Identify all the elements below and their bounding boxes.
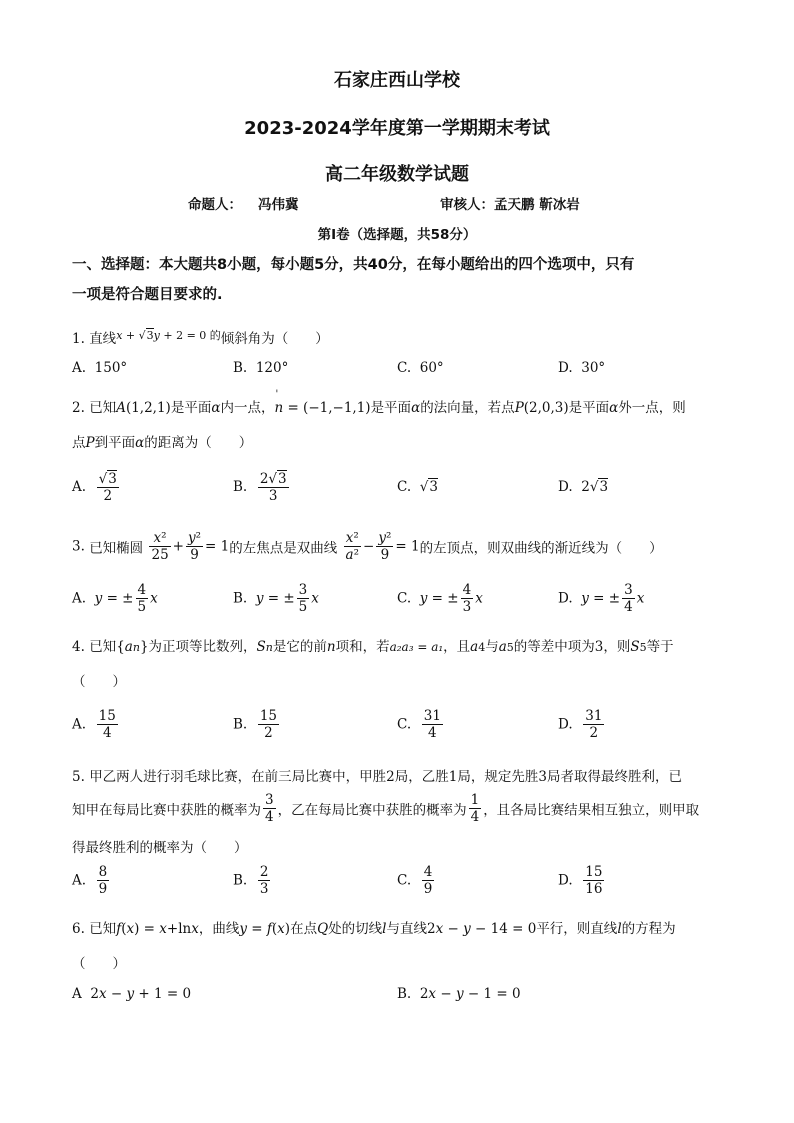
q1-text-post: 倾斜角为（ ） xyxy=(220,331,329,347)
q4-option-b[interactable]: B. $\frac{15}{2}$ xyxy=(233,708,277,741)
q5-option-c[interactable]: C. $\frac{4}{9}$ xyxy=(397,864,433,897)
q5-option-a[interactable]: A. $\frac{8}{9}$ xyxy=(72,864,108,897)
q3-option-d[interactable]: D. y = ± $\frac{3}{4}$ x xyxy=(558,582,645,615)
q6-option-b[interactable]: B. 2x − y − 1 = 0 xyxy=(397,986,521,1002)
author-name: 冯伟冀 xyxy=(258,197,299,213)
subject-title: 高二年级数学试题 xyxy=(325,164,469,185)
q2-point-p: P xyxy=(514,400,524,416)
question-6-line-1: 6. 已知f(x) = x+lnx，曲线y = f(x)在点Q处的切线l与直线2x − y − 14 = 0平行，则直线l的方程为 xyxy=(72,921,676,937)
reviewer-line xyxy=(440,193,580,213)
question-1 xyxy=(72,327,329,347)
q1-option-b[interactable]: B. 120° xyxy=(233,360,289,376)
question-2-line-1: 2. 已知A(1,2,1)是平面α内一点，' n = (−1,−1,1)是平面α的法向量，若点P(2,0,3)是平面α外一点，则 xyxy=(72,396,686,416)
question-5-line-1: 5. 甲乙两人进行羽毛球比赛，在前三局比赛中，甲胜2局，乙胜1局，规定先胜3局者取得最终胜利，已 xyxy=(72,769,682,785)
q2-normal-vector: ' n xyxy=(274,400,283,416)
q4-option-d[interactable]: D. $\frac{31}{2}$ xyxy=(558,708,603,741)
q2-option-d[interactable]: D. 2√3 xyxy=(558,479,609,495)
section-line-2: 一项是符合题目要求的. xyxy=(72,287,223,303)
question-6-line-2: （ ） xyxy=(72,956,126,972)
question-2-line-2: 点P到平面α的距离为（ ） xyxy=(72,435,253,451)
q6-option-a[interactable]: A 2x − y + 1 = 0 xyxy=(72,986,192,1002)
q1-option-d[interactable]: D. 30° xyxy=(558,360,606,376)
q5-option-d[interactable]: D. $\frac{15}{16}$ xyxy=(558,864,603,897)
volume-heading: 第I卷（选择题，共58分） xyxy=(317,227,477,243)
reviewer-label: 审核人： xyxy=(440,197,494,213)
q2-option-a[interactable]: A. $\frac{√3}{2}$ xyxy=(72,471,117,504)
q3-option-c[interactable]: C. y = ± $\frac{4}{3}$ x xyxy=(397,582,483,615)
q2-option-c[interactable]: C. √3 xyxy=(397,479,438,495)
q1-number: 1. xyxy=(72,331,85,347)
q5-option-b[interactable]: B. $\frac{2}{3}$ xyxy=(233,864,269,897)
question-4-line-2: （ ） xyxy=(72,674,126,690)
reviewer-name: 孟天鹏 靳冰岩 xyxy=(494,197,580,213)
q1-line-equation: x + √3y + 2 = 0 的 xyxy=(116,329,221,342)
q3-option-a[interactable]: A. y = ± $\frac{4}{5}$ x xyxy=(72,582,158,615)
q4-option-c[interactable]: C. $\frac{31}{4}$ xyxy=(397,708,441,741)
school-name: 石家庄西山学校 xyxy=(334,70,460,91)
q1-option-a[interactable]: A. 150° xyxy=(72,360,128,376)
q1-option-c[interactable]: C. 60° xyxy=(397,360,444,376)
exam-title: 2023-2024学年度第一学期期末考试 xyxy=(244,118,550,139)
q4-option-a[interactable]: A. $\frac{15}{4}$ xyxy=(72,708,116,741)
section-heading xyxy=(72,250,722,310)
section-line-1: 一、选择题：本大题共8小题，每小题5分，共40分，在每小题给出的四个选项中，只有 xyxy=(72,257,635,273)
question-5-line-2: 知甲在每局比赛中获胜的概率为 $\frac{3}{4}$ ，乙在每局比赛中获胜的概率为 $\frac{1}{4}$ ，且各局比赛结果相互独立，则甲取 xyxy=(72,792,700,825)
author-label: 命题人： xyxy=(188,197,242,213)
question-3: 3. 已知椭圆 $\frac{\text{x²}}{25}$ + $\frac{\text{y²}}{9}$ = 1的左焦点是双曲线 $\frac{\text{x²}}{\text{a²}}$ − $\frac{\text{y²}}{9}$ = 1的左顶点，则双曲线的渐近线为（ ） xyxy=(72,530,663,563)
q1-text-pre: 直线 xyxy=(89,331,117,347)
question-4-line-1: 4. 已知{an}为正项等比数列，Sn是它的前n项和，若a₂a₃ = a₁，且a4与a5的等差中项为3，则S5等于 xyxy=(72,639,674,655)
q2-point-a: A xyxy=(116,400,126,416)
question-5-line-3: 得最终胜利的概率为（ ） xyxy=(72,840,248,856)
q2-option-b[interactable]: B. $\frac{2√3}{3}$ xyxy=(233,471,287,504)
q3-option-b[interactable]: B. y = ± $\frac{3}{5}$ x xyxy=(233,582,319,615)
author-line xyxy=(188,193,299,213)
